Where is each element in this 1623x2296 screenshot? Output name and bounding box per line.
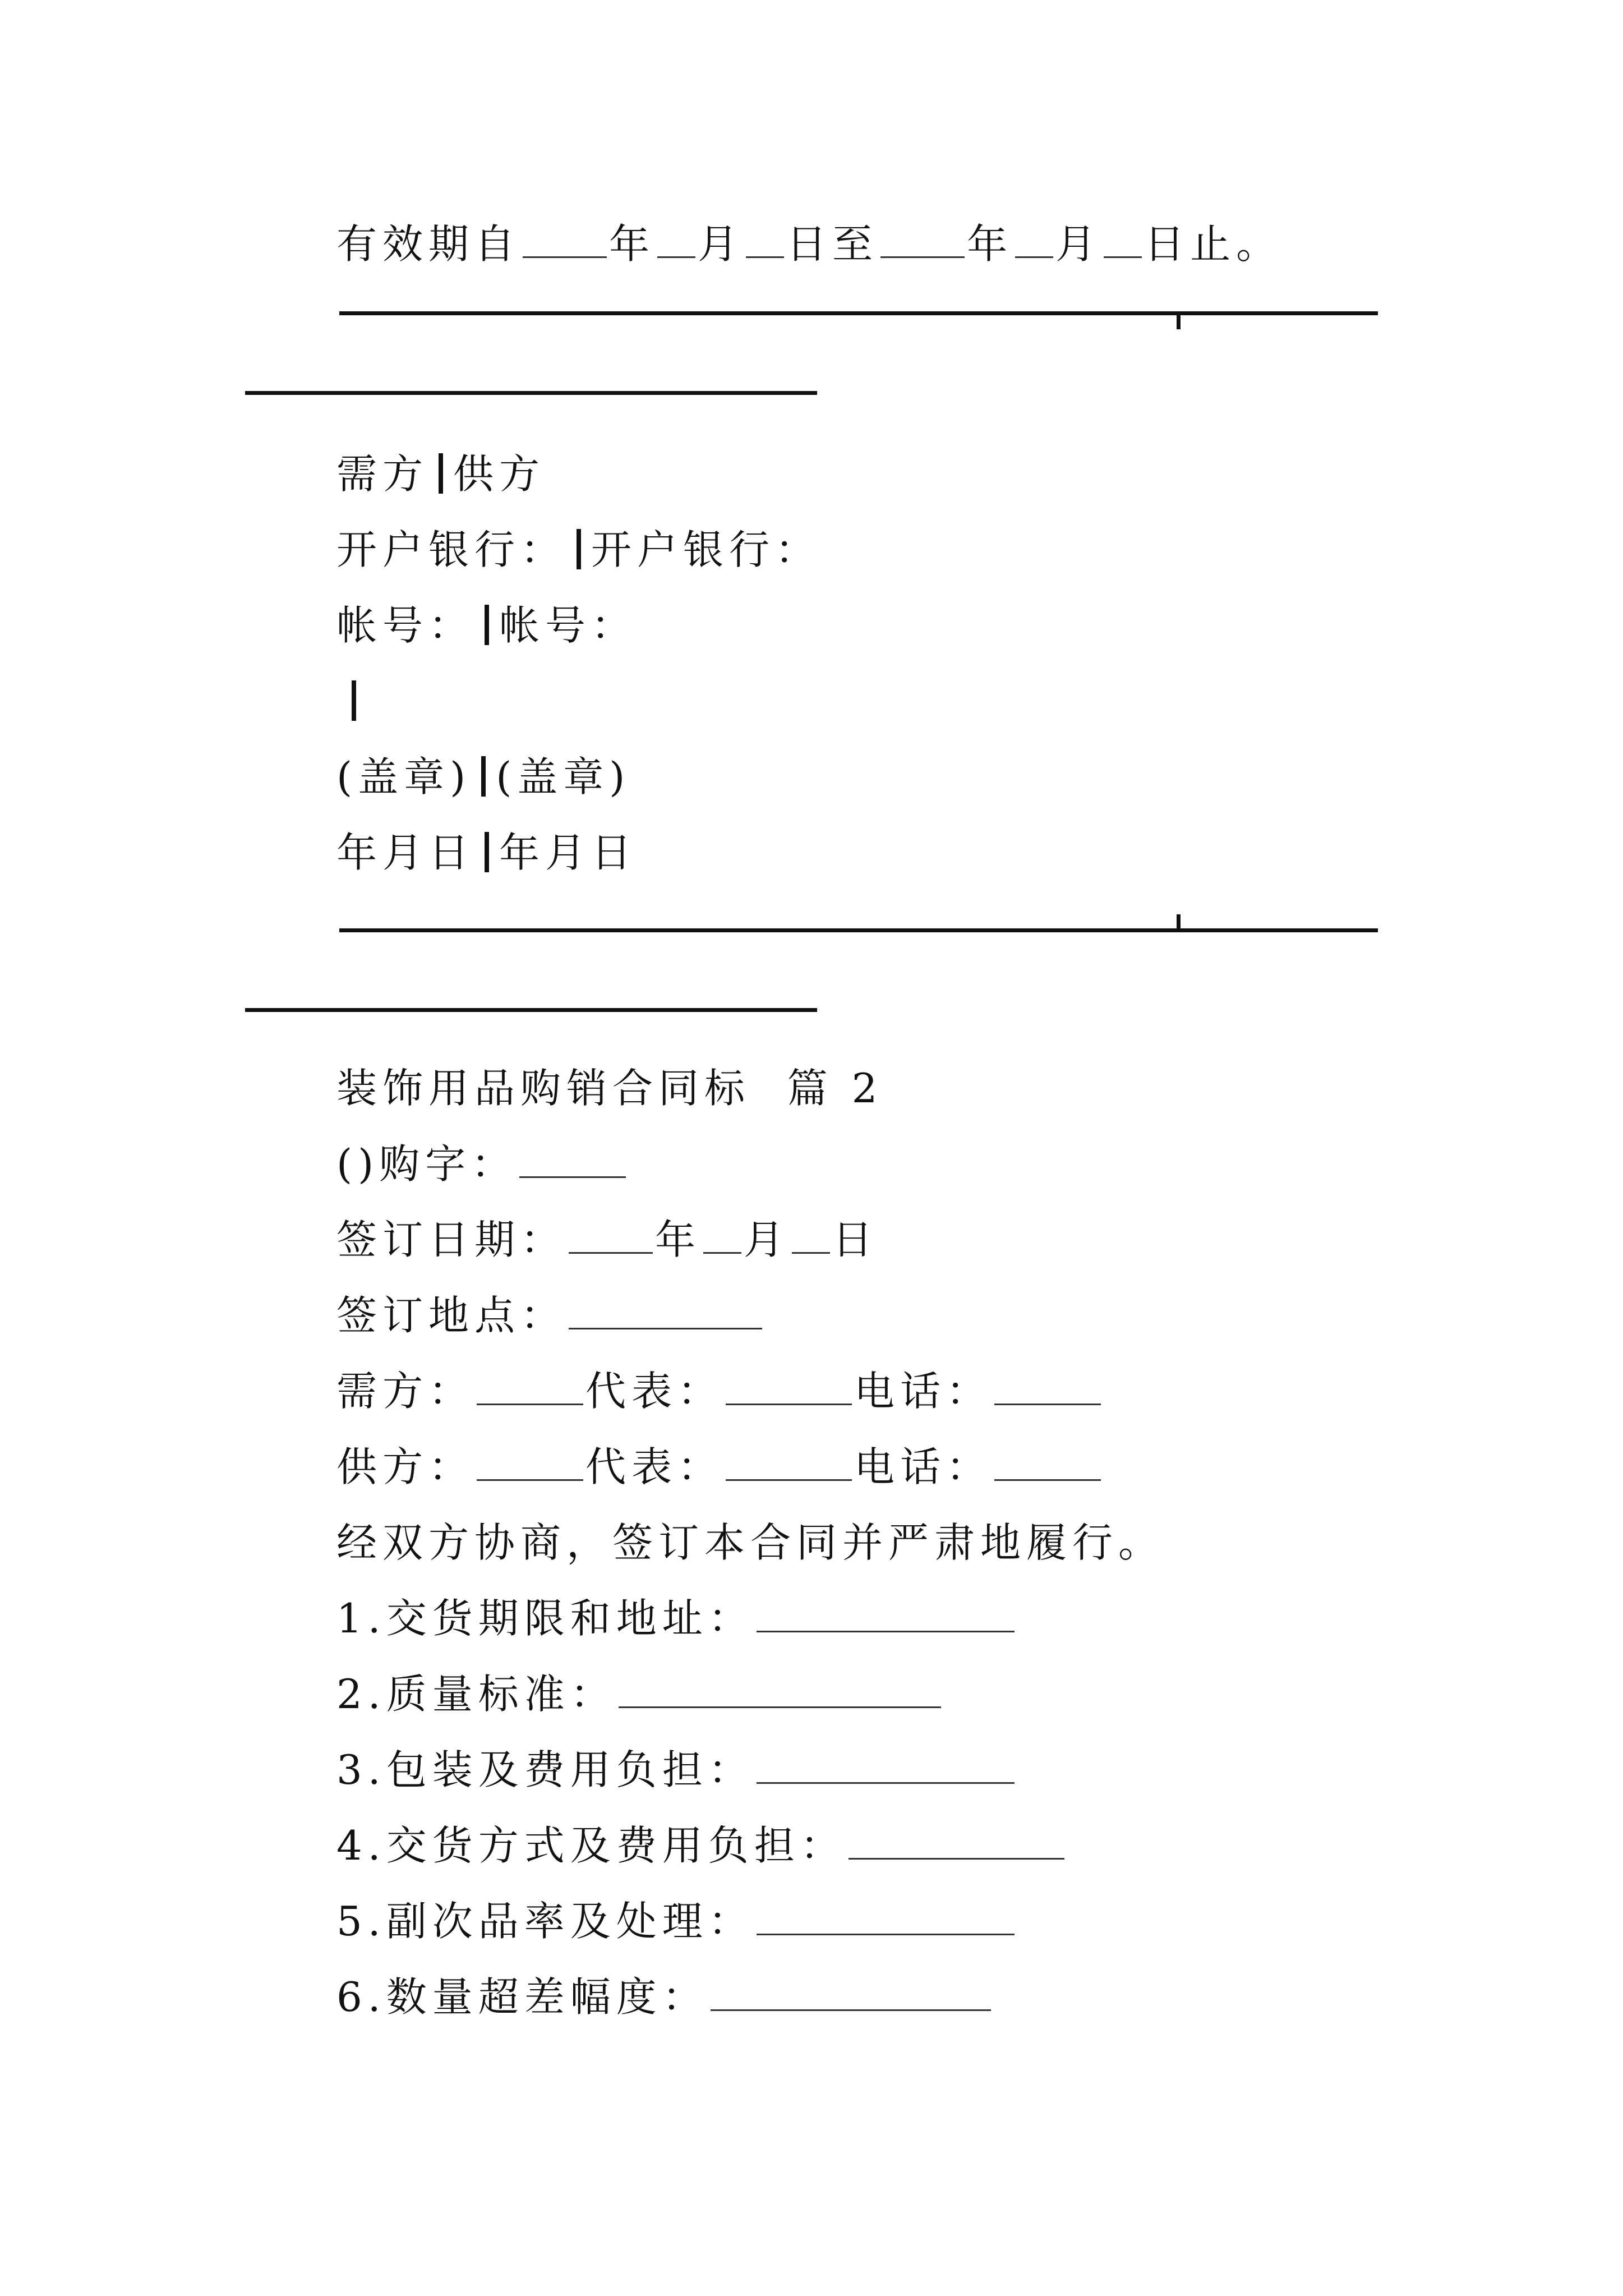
contract-code-blank[interactable] [519, 1142, 626, 1178]
sign-year-blank[interactable] [569, 1217, 653, 1254]
seller-phone-blank[interactable] [994, 1444, 1101, 1481]
column-divider [577, 529, 581, 569]
month-label: 月 [698, 220, 744, 268]
sign-month-blank[interactable] [703, 1217, 741, 1254]
validity-prefix: 有效期自 [336, 220, 521, 268]
contract2-buyer-row [336, 1363, 1103, 1419]
table-bottom-border [339, 928, 1378, 932]
contract2-title-text: 装饰用品购销合同标 篇 2 [336, 1065, 883, 1112]
table-divider-tick-bottom [1177, 914, 1181, 930]
year-label-2: 年 [967, 220, 1013, 268]
sig-row-empty [339, 673, 366, 729]
month-label-2: 月 [1055, 220, 1102, 268]
column-divider [481, 756, 486, 797]
seller-account-label: 帐号： [499, 602, 638, 649]
clause-blank[interactable] [619, 1672, 941, 1708]
agreement-text: 经双方协商，签订本合同并严肃地履行。 [336, 1519, 1165, 1566]
table-top-border [339, 311, 1378, 315]
buyer-account-label: 帐号： [336, 602, 475, 649]
clause-quantity-tolerance [336, 1969, 993, 2025]
contract2-seller-row [336, 1439, 1103, 1495]
seller-rep-blank[interactable] [726, 1444, 852, 1481]
year-blank-2[interactable] [880, 222, 965, 258]
clause-delivery-method [336, 1818, 1067, 1874]
day-label-2: 日止。 [1144, 220, 1283, 268]
month-blank[interactable] [657, 222, 695, 258]
clause-quality-standard [336, 1666, 943, 1722]
contract2-date-row [336, 1212, 878, 1268]
buyer-seal-label: (盖章) [336, 753, 472, 800]
sig-row-parties [336, 446, 545, 502]
clause-delivery-term [336, 1590, 1017, 1646]
sig-row-account [336, 597, 637, 654]
clause-blank[interactable] [757, 1899, 1015, 1935]
seller-date-label: 年月日 [499, 829, 638, 876]
buyer-heading: 需方 [336, 450, 429, 498]
clause-packaging [336, 1742, 1017, 1798]
sig-row-seal [336, 749, 630, 805]
clause-label: 5.副次品率及处理： [336, 1898, 754, 1945]
clause-label: 2.质量标准： [336, 1671, 616, 1718]
month-blank-2[interactable] [1015, 222, 1053, 258]
table-bottom-border-continued [245, 1008, 817, 1012]
buyer-date-label: 年月日 [336, 829, 475, 876]
clause-blank[interactable] [849, 1823, 1064, 1860]
sign-month-label: 月 [744, 1216, 790, 1263]
seller-label: 供方： [336, 1443, 475, 1490]
clause-label: 6.数量超差幅度： [336, 1973, 708, 2021]
sign-day-label: 日 [832, 1216, 879, 1263]
sign-year-label: 年 [655, 1216, 702, 1263]
seller-heading: 供方 [453, 450, 546, 498]
clause-label: 4.交货方式及费用负担： [336, 1822, 846, 1869]
sig-row-date [336, 825, 637, 881]
year-blank[interactable] [523, 222, 607, 258]
column-divider [485, 832, 489, 872]
contract2-title [336, 1060, 883, 1116]
column-divider [439, 453, 443, 494]
buyer-phone-label: 电话： [854, 1368, 993, 1415]
buyer-phone-blank[interactable] [994, 1369, 1101, 1405]
clause-label: 3.包装及费用负担： [336, 1746, 754, 1793]
sign-date-label: 签订日期： [336, 1216, 567, 1263]
sig-row-bank [336, 522, 821, 578]
contract-code-label: ()购字： [336, 1140, 518, 1188]
clause-blank[interactable] [711, 1975, 991, 2011]
sign-place-blank[interactable] [569, 1293, 762, 1329]
buyer-rep-blank[interactable] [726, 1369, 852, 1405]
column-divider [485, 605, 489, 645]
clause-blank[interactable] [757, 1596, 1015, 1632]
contract2-agreement [336, 1515, 1164, 1571]
clause-defect-rate [336, 1893, 1017, 1949]
day-label: 日至 [786, 220, 879, 268]
year-label: 年 [609, 220, 656, 268]
clause-blank[interactable] [757, 1747, 1015, 1784]
table-top-border-continued [245, 391, 817, 395]
seller-bank-label: 开户银行： [591, 526, 822, 573]
contract2-place-row [336, 1287, 764, 1343]
table-divider-tick-top [1177, 314, 1181, 329]
sign-place-label: 签订地点： [336, 1292, 567, 1339]
seller-rep-label: 代表： [585, 1443, 724, 1490]
buyer-bank-label: 开户银行： [336, 526, 567, 573]
clause-label: 1.交货期限和地址： [336, 1595, 754, 1642]
buyer-name-blank[interactable] [477, 1369, 583, 1405]
buyer-label: 需方： [336, 1368, 475, 1415]
day-blank[interactable] [746, 222, 784, 258]
validity-line [336, 216, 1282, 272]
day-blank-2[interactable] [1104, 222, 1142, 258]
column-divider [352, 680, 356, 721]
seller-seal-label: (盖章) [496, 753, 631, 800]
buyer-rep-label: 代表： [585, 1368, 724, 1415]
sign-day-blank[interactable] [792, 1217, 830, 1254]
seller-name-blank[interactable] [477, 1444, 583, 1481]
contract2-code-row [336, 1136, 628, 1192]
seller-phone-label: 电话： [854, 1443, 993, 1490]
